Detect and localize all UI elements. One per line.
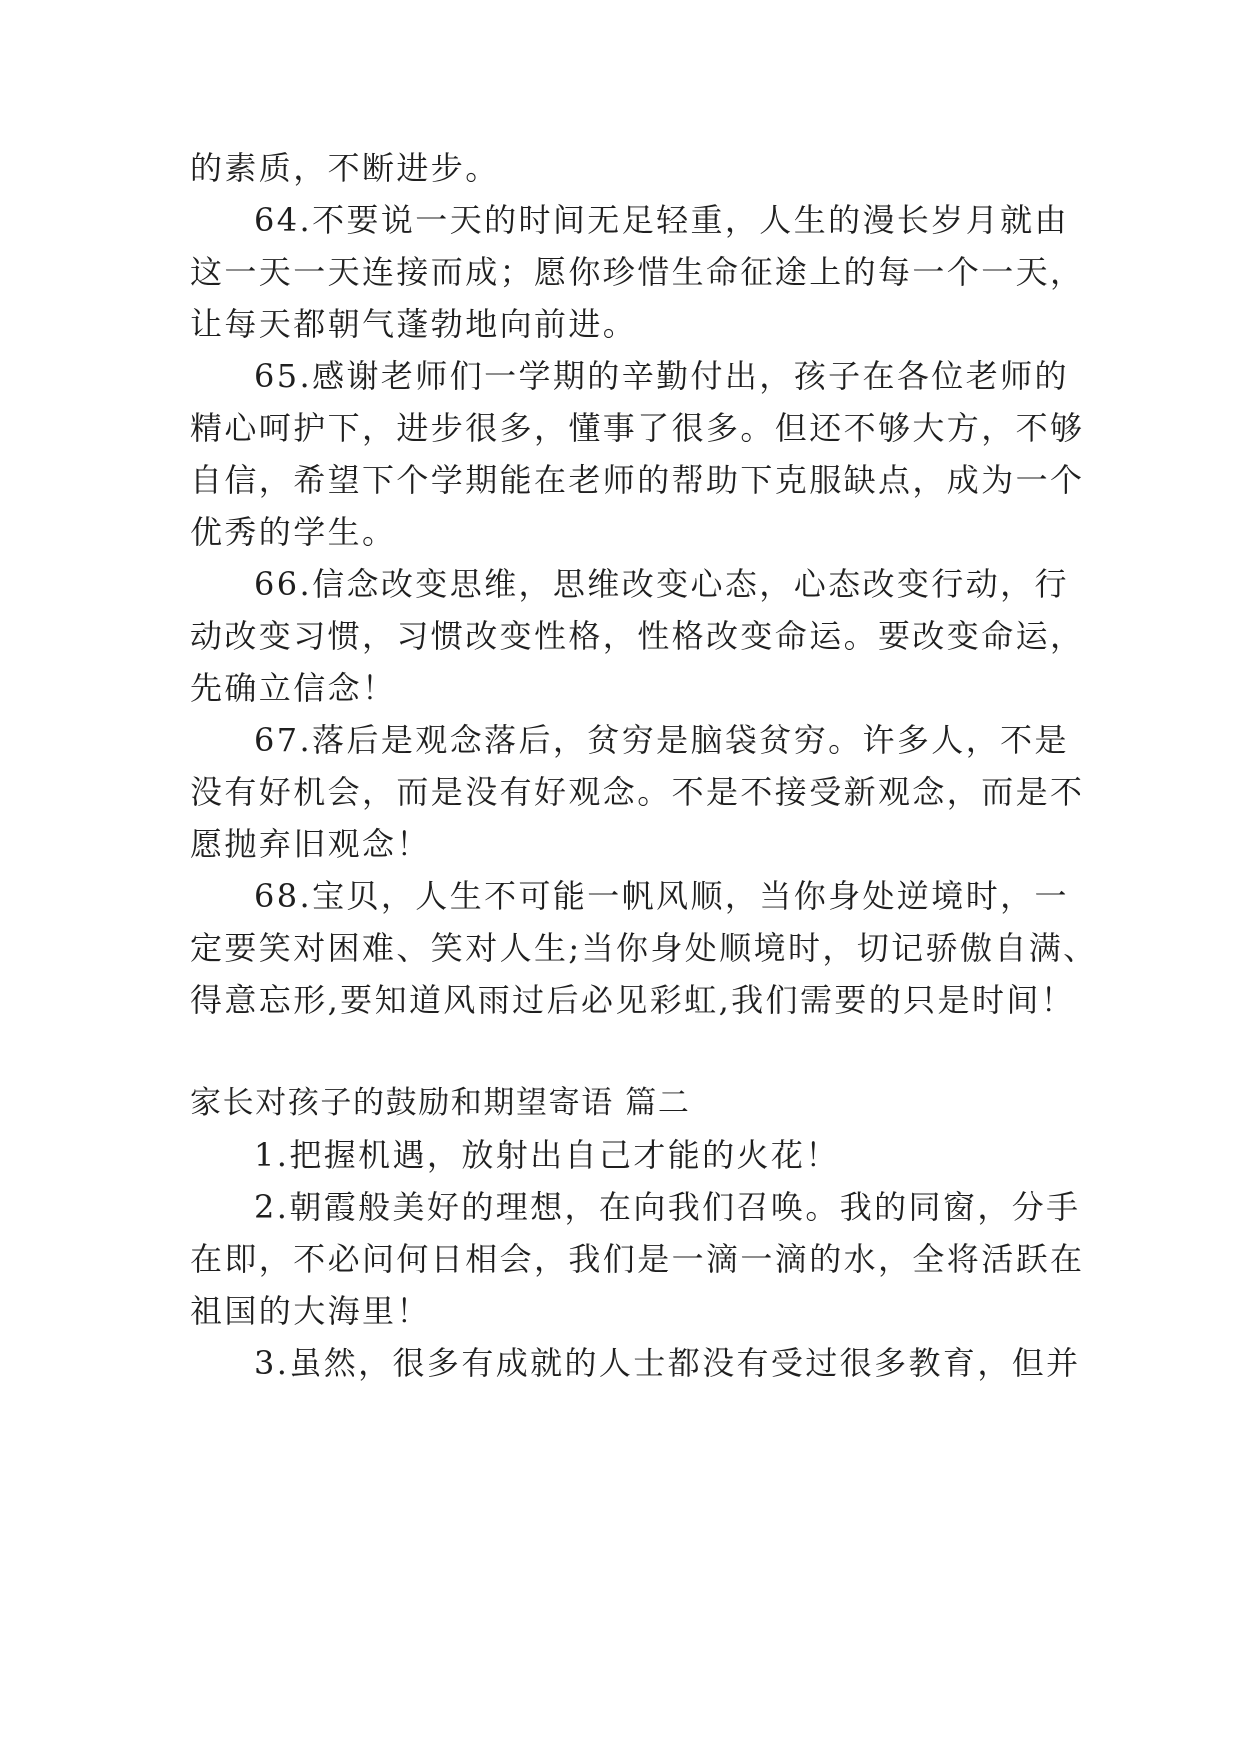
text-line: 让每天都朝气蓬勃地向前进。 [190, 305, 638, 343]
text-line: 在即，不必问何日相会，我们是一滴一滴的水，全将活跃在 [190, 1240, 1085, 1278]
text-line: 没有好机会，而是没有好观念。不是不接受新观念，而是不 [190, 773, 1085, 811]
item-68-line: 68.宝贝，人生不可能一帆风顺，当你身处逆境时，一 [254, 877, 1069, 915]
text-line: 优秀的学生。 [190, 513, 397, 551]
text-line: 这一天一天连接而成；愿你珍惜生命征途上的每一个一天， [190, 253, 1085, 291]
text-line: 先确立信念！ [190, 669, 397, 707]
text-line: 祖国的大海里！ [190, 1292, 431, 1330]
text-line: 精心呵护下，进步很多，懂事了很多。但还不够大方，不够 [190, 409, 1085, 447]
item-2-line: 2.朝霞般美好的理想，在向我们召唤。我的同窗，分手 [254, 1188, 1081, 1226]
text-line: 的素质，不断进步。 [190, 149, 500, 187]
text-line: 自信，希望下个学期能在老师的帮助下克服缺点，成为一个 [190, 461, 1085, 499]
item-66-line: 66.信念改变思维，思维改变心态，心态改变行动，行 [254, 565, 1069, 603]
item-64-line: 64.不要说一天的时间无足轻重，人生的漫长岁月就由 [254, 201, 1069, 239]
item-3-line: 3.虽然，很多有成就的人士都没有受过很多教育，但并 [254, 1344, 1081, 1382]
item-1-line: 1.把握机遇，放射出自己才能的火花！ [254, 1136, 840, 1174]
text-line: 愿抛弃旧观念！ [190, 825, 431, 863]
text-line: 动改变习惯，习惯改变性格，性格改变命运。要改变命运， [190, 617, 1085, 655]
section-heading: 家长对孩子的鼓励和期望寄语 篇二 [190, 1085, 691, 1121]
item-65-line: 65.感谢老师们一学期的辛勤付出，孩子在各位老师的 [254, 357, 1069, 395]
item-67-line: 67.落后是观念落后，贫穷是脑袋贫穷。许多人，不是 [254, 721, 1069, 759]
text-line: 得意忘形,要知道风雨过后必见彩虹,我们需要的只是时间！ [190, 981, 1076, 1019]
text-line: 定要笑对困难、笑对人生;当你身处顺境时，切记骄傲自满、 [190, 929, 1098, 967]
